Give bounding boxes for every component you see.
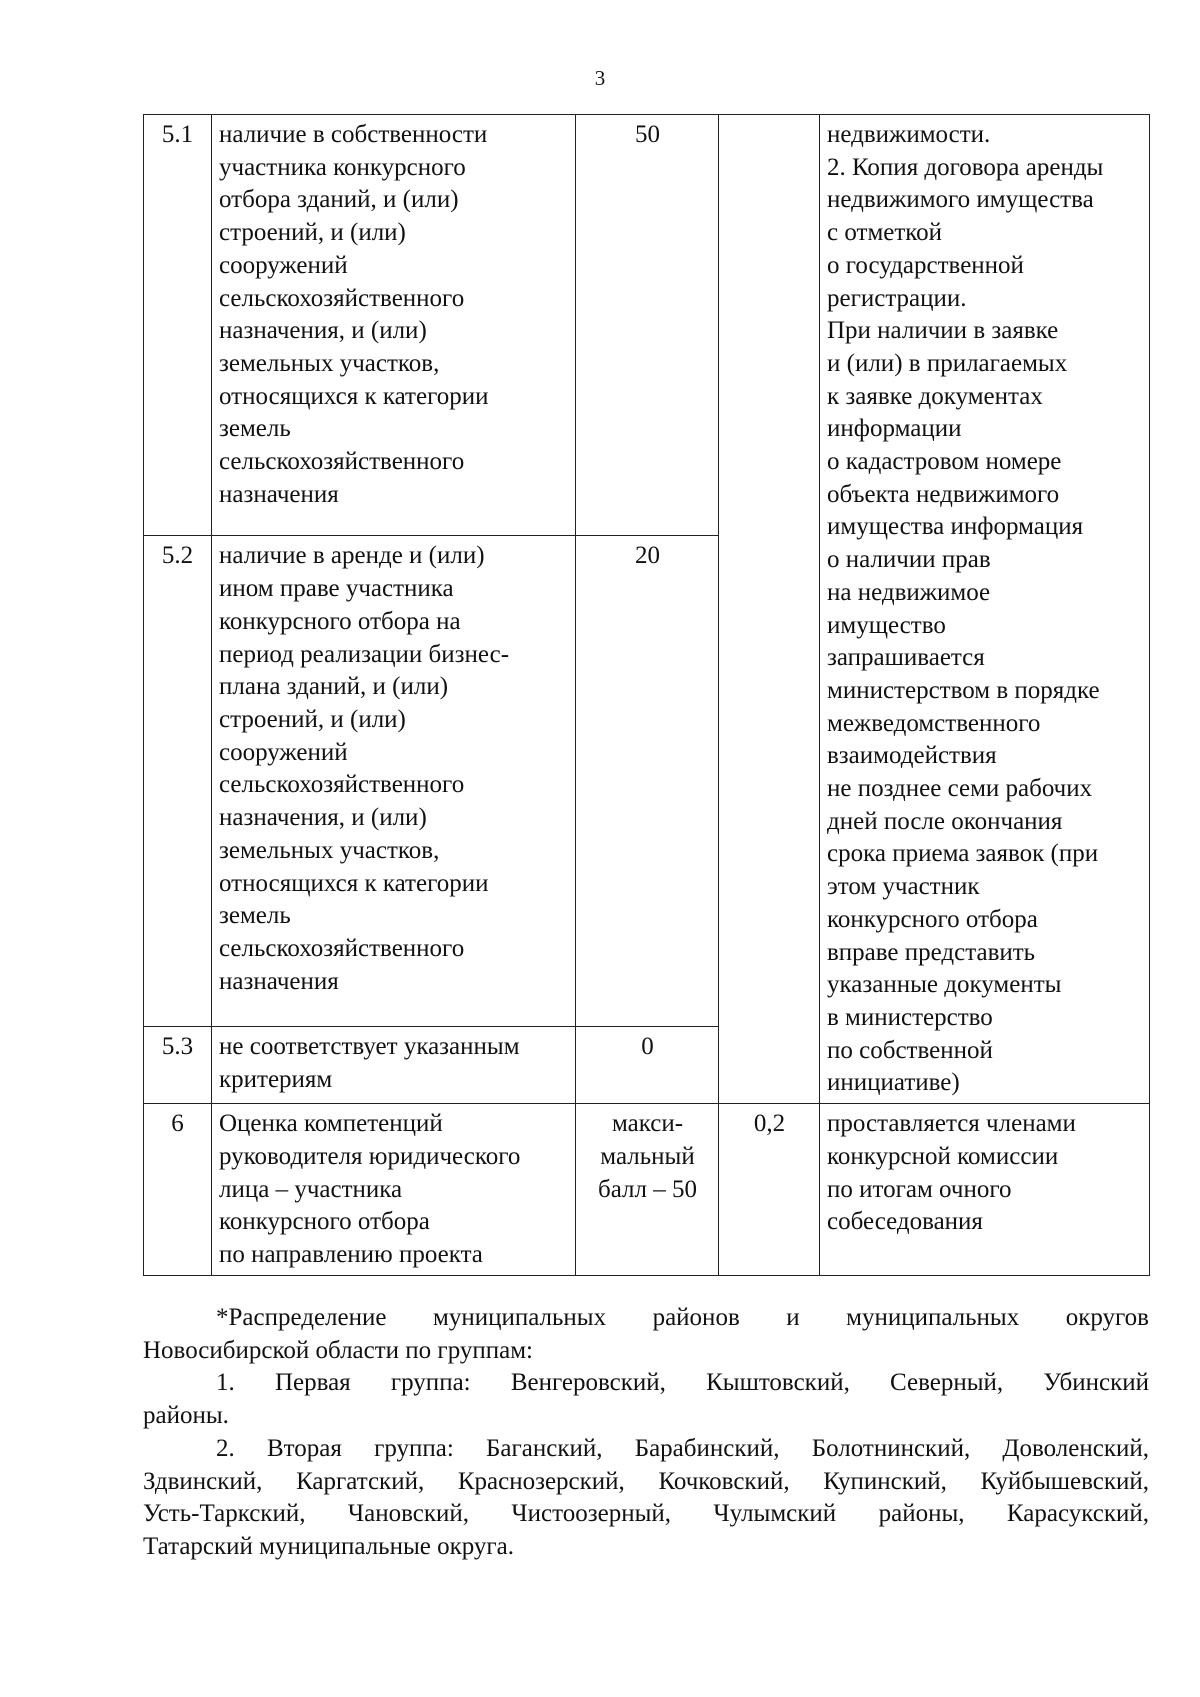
criterion-line: относящихся к категории [219, 382, 489, 410]
footnote-line: Новосибирской области по группам: [143, 1336, 533, 1364]
documents-line: не позднее семи рабочих [827, 775, 1093, 803]
criterion-line: сооружений [219, 738, 348, 766]
criterion-line: сельскохозяйственного [219, 448, 465, 476]
criterion-line: плана зданий, и (или) [219, 673, 449, 701]
documents-cell [820, 1104, 1150, 1276]
footnote-paragraph [143, 1302, 1149, 1335]
criterion-line: относящихся к категории [219, 869, 489, 897]
score-line: балл – 50 [598, 1175, 697, 1203]
documents-line: на недвижимое [827, 578, 991, 606]
footnote-paragraph [143, 1367, 1149, 1400]
criterion-line: земель [219, 415, 291, 443]
criterion-cell [212, 115, 576, 536]
documents-line: имущества информация [827, 513, 1084, 541]
documents-line: по итогам очного [827, 1175, 1012, 1203]
criterion-line: период реализации бизнес- [219, 640, 510, 668]
documents-line: конкурсной комиссии [827, 1142, 1059, 1170]
footnote-paragraph [143, 1433, 1149, 1466]
documents-line: межведомственного [827, 709, 1041, 737]
footnote-paragraph [143, 1400, 1149, 1433]
row-number: 6 [144, 1104, 212, 1276]
row-number: 5.1 [144, 115, 212, 536]
footnote-paragraph [143, 1335, 1149, 1368]
criterion-line: земель [219, 902, 291, 930]
table-row [144, 1104, 1150, 1276]
weight-cell: 0,2 [719, 1104, 820, 1276]
documents-line: вправе представить [827, 938, 1036, 966]
row-number: 5.3 [144, 1026, 212, 1103]
criterion-line: сельскохозяйственного [219, 934, 465, 962]
documents-line: с отметкой [827, 219, 943, 247]
criterion-line: конкурсного отбора на [219, 607, 461, 635]
footnote-paragraph [143, 1466, 1149, 1564]
documents-line: информации [827, 415, 962, 443]
criterion-line: земельных участков, [219, 836, 440, 864]
documents-line: и (или) в прилагаемых [827, 349, 1068, 377]
weight-cell-empty [719, 115, 820, 1104]
documents-line: в министерство [827, 1003, 993, 1031]
criterion-line: конкурсного отбора [219, 1208, 430, 1236]
footnote-line: 2. Вторая группа: Баганский, Барабинский, Болотнинский, Доволенский, [216, 1434, 1149, 1462]
documents-line: этом участник [827, 873, 980, 901]
footnote [143, 1302, 1149, 1564]
score-cell: 0 [576, 1026, 719, 1103]
criterion-line: назначения, и (или) [219, 804, 427, 832]
documents-line: указанные документы [827, 971, 1062, 999]
criterion-line: Оценка компетенций [219, 1110, 443, 1138]
documents-cell [820, 115, 1150, 1104]
criterion-line: не соответствует указанным [219, 1032, 520, 1060]
criterion-line: сельскохозяйственного [219, 771, 465, 799]
footnote-line: Усть-Таркский, Чановский, Чистоозерный, Чулымский районы, Карасукский, [143, 1500, 1149, 1528]
criterion-line: лица – участника [219, 1175, 403, 1203]
documents-line: дней после окончания [827, 807, 1063, 835]
score-line: мальный [600, 1142, 695, 1170]
documents-line: недвижимого имущества [827, 186, 1094, 214]
documents-line: собеседования [827, 1208, 983, 1236]
criterion-line: земельных участков, [219, 349, 440, 377]
criterion-line: ином праве участника [219, 575, 454, 603]
criterion-cell [212, 1026, 576, 1103]
criterion-line: сельскохозяйственного [219, 284, 465, 312]
criterion-line: наличие в собственности [219, 121, 488, 148]
documents-line: регистрации. [827, 284, 967, 312]
criterion-line: критериям [219, 1065, 333, 1093]
row-number: 5.2 [144, 536, 212, 1026]
criterion-line: назначения, и (или) [219, 317, 427, 345]
documents-line: срока приема заявок (при [827, 840, 1099, 868]
score-cell: 50 [576, 115, 719, 536]
documents-line: к заявке документах [827, 382, 1043, 410]
criteria-table [143, 114, 1150, 1276]
footnote-line: *Распределение муниципальных районов и муниципальных округов [216, 1304, 1149, 1331]
documents-line: о государственной [827, 251, 1024, 279]
documents-line: недвижимости. [827, 121, 991, 148]
score-line: макси- [611, 1110, 684, 1138]
documents-line: 2. Копия договора аренды [827, 153, 1104, 181]
footnote-line: районы. [143, 1402, 229, 1430]
criterion-line: руководителя юридического [219, 1142, 521, 1170]
documents-line: взаимодействия [827, 742, 997, 770]
criterion-line: участника конкурсного [219, 153, 466, 181]
criterion-line: наличие в аренде и (или) [219, 542, 485, 570]
documents-line: проставляется членами [827, 1110, 1076, 1138]
criterion-line: строений, и (или) [219, 706, 406, 733]
table-row [144, 115, 1150, 536]
footnote-line: Татарский муниципальные округа. [143, 1532, 515, 1560]
documents-line: по собственной [827, 1036, 993, 1064]
criterion-line: назначения [219, 480, 339, 508]
score-cell: 20 [576, 536, 719, 1026]
documents-line: конкурсного отбора [827, 905, 1038, 933]
criterion-line: строений, и (или) [219, 219, 406, 247]
documents-line: о наличии прав [827, 546, 991, 574]
criterion-line: по направлению проекта [219, 1240, 483, 1268]
criterion-line: назначения [219, 967, 339, 995]
documents-line: объекта недвижимого [827, 480, 1060, 508]
criterion-line: отбора зданий, и (или) [219, 186, 459, 214]
criterion-cell [212, 1104, 576, 1276]
documents-line: имущество [827, 611, 946, 639]
documents-line: инициативе) [827, 1069, 960, 1097]
footnote-line: Здвинский, Каргатский, Краснозерский, Кочковский, Купинский, Куйбышевский, [143, 1467, 1149, 1495]
documents-line: о кадастровом номере [827, 448, 1062, 476]
criterion-line: сооружений [219, 251, 348, 279]
page-number: 3 [594, 66, 606, 90]
score-cell [576, 1104, 719, 1276]
documents-line: При наличии в заявке [827, 317, 1059, 345]
documents-line: министерством в порядке [827, 676, 1100, 704]
footnote-line: 1. Первая группа: Венгеровский, Кыштовский, Северный, Убинский [216, 1369, 1149, 1397]
criterion-cell [212, 536, 576, 1026]
documents-line: запрашивается [827, 644, 985, 672]
